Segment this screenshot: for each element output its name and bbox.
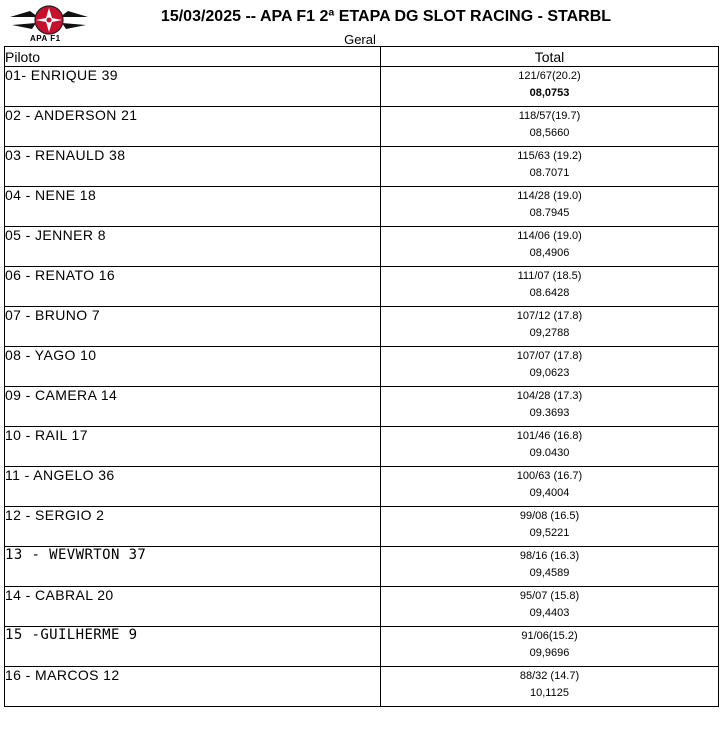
table-row (5, 627, 719, 667)
total-cell (381, 227, 719, 267)
piloto-cell: 11 - ANGELO 36 (5, 467, 381, 507)
laps-value: 104/28 (17.3) (516, 390, 583, 402)
total-cell (381, 67, 719, 107)
piloto-cell: 09 - CAMERA 14 (5, 387, 381, 427)
laps-value: 88/32 (14.7) (519, 670, 580, 682)
header-row (5, 47, 719, 67)
laps-value: 98/16 (16.3) (519, 550, 580, 562)
table-row (5, 107, 719, 147)
time-value: 08,0753 (529, 87, 570, 99)
total-cell (381, 587, 719, 627)
total-cell (381, 547, 719, 587)
time-value: 09.3693 (529, 407, 570, 419)
piloto-cell: 16 - MARCOS 12 (5, 667, 381, 707)
laps-value: 95/07 (15.8) (519, 590, 580, 602)
total-cell (381, 627, 719, 667)
time-value: 08,5660 (529, 127, 570, 139)
piloto-cell: 07 - BRUNO 7 (5, 307, 381, 347)
table-row (5, 387, 719, 427)
laps-value: 114/06 (19.0) (517, 230, 582, 242)
column-header-piloto: Piloto (5, 47, 381, 67)
total-cell (381, 427, 719, 467)
piloto-cell: 02 - ANDERSON 21 (5, 107, 381, 147)
page-subtitle: Geral (344, 32, 376, 47)
total-cell (381, 667, 719, 707)
time-value: 08.7945 (529, 207, 570, 219)
results-table (4, 46, 719, 707)
laps-value: 99/08 (16.5) (519, 510, 580, 522)
time-value: 08.6428 (529, 287, 570, 299)
laps-value: 91/06(15.2) (521, 630, 578, 642)
column-header-total: Total (381, 47, 719, 67)
laps-value: 101/46 (16.8) (516, 430, 583, 442)
time-value: 10,1125 (530, 687, 569, 699)
piloto-cell: 08 - YAGO 10 (5, 347, 381, 387)
piloto-cell: 15 -GUILHERME 9 (5, 627, 381, 667)
time-value: 09,4589 (529, 567, 570, 579)
table-row (5, 667, 719, 707)
piloto-cell: 01- ENRIQUE 39 (5, 67, 381, 107)
total-cell (381, 507, 719, 547)
total-cell (381, 147, 719, 187)
table-row (5, 467, 719, 507)
time-value: 09,9696 (529, 647, 570, 659)
time-value: 09,4403 (529, 607, 570, 619)
page-title: 15/03/2025 -- APA F1 2ª ETAPA DG SLOT RACING - STARBL (160, 8, 612, 25)
table-row (5, 427, 719, 467)
piloto-cell: 13 - WEVWRTON 37 (5, 547, 381, 587)
laps-value: 107/12 (17.8) (516, 310, 583, 322)
table-row (5, 307, 719, 347)
table-row (5, 147, 719, 187)
total-cell (381, 347, 719, 387)
table-row (5, 267, 719, 307)
logo-text: APA F1 (30, 34, 61, 43)
table-row (5, 67, 719, 107)
total-cell (381, 107, 719, 147)
table-row (5, 587, 719, 627)
time-value: 08,4906 (529, 247, 570, 259)
laps-value: 100/63 (16.7) (516, 470, 583, 482)
laps-value: 121/67(20.2) (518, 70, 581, 82)
piloto-cell: 04 - NENE 18 (5, 187, 381, 227)
time-value: 09,2788 (529, 327, 570, 339)
time-value: 09,4004 (529, 487, 570, 499)
total-cell (381, 267, 719, 307)
laps-value: 118/57(19.7) (518, 110, 581, 122)
time-value: 09,5221 (529, 527, 570, 539)
table-row (5, 227, 719, 267)
total-cell (381, 387, 719, 427)
piloto-cell: 05 - JENNER 8 (5, 227, 381, 267)
table-row (5, 507, 719, 547)
piloto-cell: 10 - RAIL 17 (5, 427, 381, 467)
total-cell (381, 307, 719, 347)
piloto-cell: 06 - RENATO 16 (5, 267, 381, 307)
total-cell (381, 187, 719, 227)
piloto-cell: 03 - RENAULD 38 (5, 147, 381, 187)
laps-value: 114/28 (19.0) (517, 190, 582, 202)
table-row (5, 547, 719, 587)
laps-value: 107/07 (17.8) (516, 350, 583, 362)
laps-value: 115/63 (19.2) (517, 150, 582, 162)
time-value: 09.0430 (529, 447, 570, 459)
total-cell (381, 467, 719, 507)
time-value: 09,0623 (529, 367, 570, 379)
time-value: 08.7071 (529, 167, 570, 179)
piloto-cell: 14 - CABRAL 20 (5, 587, 381, 627)
table-row (5, 187, 719, 227)
piloto-cell: 12 - SERGIO 2 (5, 507, 381, 547)
table-row (5, 347, 719, 387)
laps-value: 111/07 (18.5) (517, 270, 582, 282)
